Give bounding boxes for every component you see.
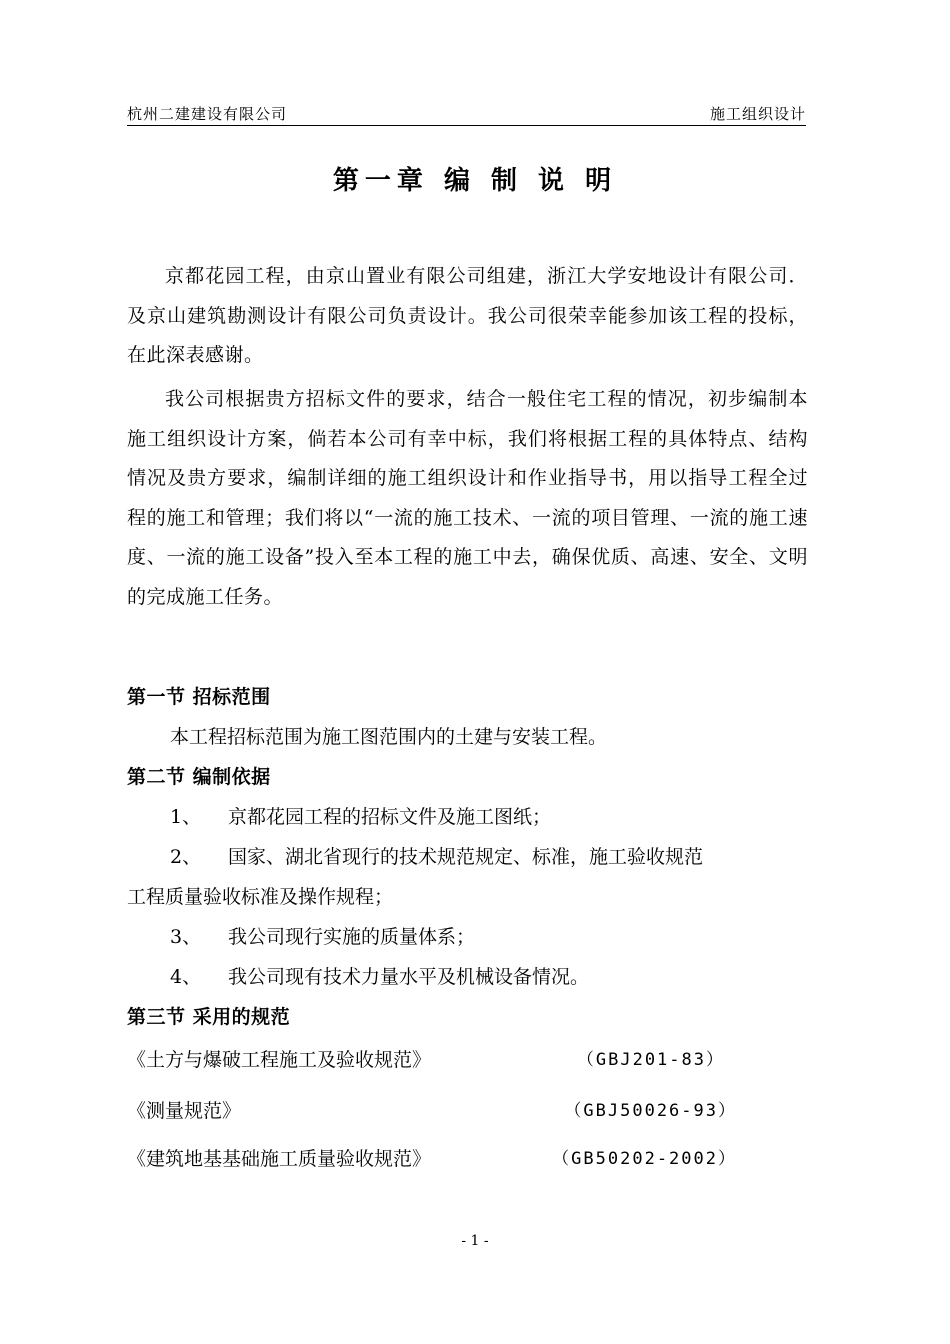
basis-item-number: 2、 — [170, 846, 202, 868]
intro-paragraph-1: 京都花园工程，由京山置业有限公司组建，浙江大学安地设计有限公司．及京山建筑勘测设计有限公司负责设计。我公司很荣幸能参加该工程的投标，在此深表感谢。 — [127, 265, 808, 366]
standard-name: 《土方与爆破工程施工及验收规范》 — [127, 1049, 432, 1071]
basis-item-text: 国家、湖北省现行的技术规范规定、标准，施工验收规范 — [228, 846, 704, 868]
section-3-title: 第三节 采用的规范 — [127, 1006, 291, 1028]
standard-code: （GBJ50026-93） — [564, 1101, 737, 1121]
basis-item — [170, 962, 589, 989]
standard-name: 《测量规范》 — [127, 1100, 242, 1122]
header-doc-type: 施工组织设计 — [709, 105, 806, 123]
basis-item-number: 1、 — [170, 806, 202, 828]
basis-item-number: 3、 — [170, 926, 202, 948]
standard-name: 《建筑地基基础施工质量验收规范》 — [127, 1148, 432, 1170]
standard-row — [127, 1096, 737, 1123]
section-1-text: 本工程招标范围为施工图范围内的土建与安装工程。 — [170, 726, 608, 748]
section-2-title: 第二节 编制依据 — [127, 766, 271, 788]
standard-row — [127, 1045, 737, 1072]
basis-item — [170, 842, 703, 869]
page-number: - 1 - — [461, 1233, 489, 1249]
basis-item — [170, 922, 475, 949]
standard-row — [127, 1144, 737, 1171]
basis-item-continuation: 工程质量验收标准及操作规程； — [127, 886, 394, 908]
basis-item-text: 京都花园工程的招标文件及施工图纸； — [228, 806, 552, 828]
basis-item-text: 我公司现有技术力量水平及机械设备情况。 — [228, 966, 590, 988]
standard-code: （GB50202-2002） — [552, 1149, 737, 1169]
intro-paragraph-2: 我公司根据贵方招标文件的要求，结合一般住宅工程的情况，初步编制本施工组织设计方案，倘若本公司有幸中标，我们将根据工程的具体特点、结构情况及贵方要求，编制详细的施工组织设计和作业指导书，用以指导工程全过程的施工和管理；我们将以“一流的施工技术、一流的项目管理、一流的施工速度、一流的施工设备”投入至本工程的施工中去，确保优质、高速、安全、文明的完成施工任务。 — [127, 388, 808, 608]
section-1-title: 第一节 招标范围 — [127, 686, 271, 708]
basis-item — [170, 802, 551, 829]
chapter-title: 第一章 编 制 说 明 — [332, 166, 618, 196]
basis-item-text: 我公司现行实施的质量体系； — [228, 926, 476, 948]
header-company: 杭州二建建设有限公司 — [127, 105, 288, 123]
basis-item-number: 4、 — [170, 966, 202, 988]
standard-code: （GBJ201-83） — [576, 1050, 725, 1070]
page-header — [127, 103, 806, 126]
